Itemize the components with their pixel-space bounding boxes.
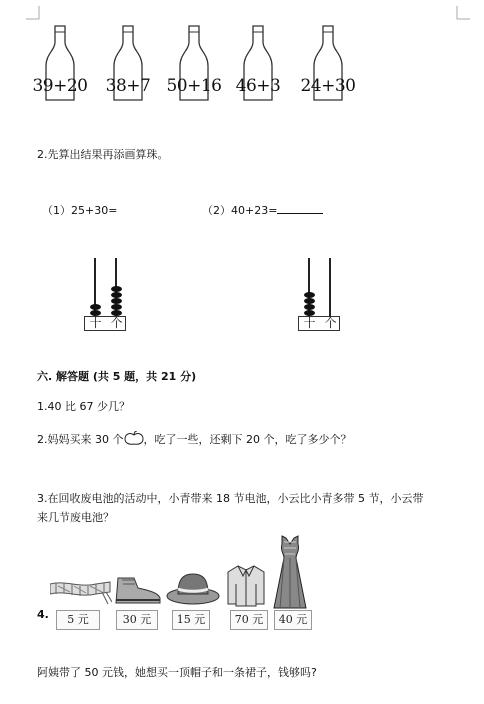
question-4-text: 阿姨带了 50 元钱，她想买一顶帽子和一条裙子，钱够吗? — [37, 666, 317, 679]
abacus-frame — [84, 316, 126, 331]
abacus-label-ones: 个 — [110, 316, 123, 330]
bottle-row — [30, 24, 370, 104]
question-1: 1.40 比 67 少几？ — [37, 400, 130, 413]
scarf-icon — [50, 578, 112, 606]
corner-mark-right — [456, 6, 470, 20]
jacket-icon — [226, 564, 266, 608]
abacus-bead — [111, 304, 122, 310]
bottle-expression: 24+30 — [300, 76, 356, 96]
q2-part1-text: （1）25+30= — [42, 204, 118, 217]
question-2-pre: 2.妈妈买来 30 个 — [37, 433, 124, 446]
q2-part2-text: （2）40+23= — [202, 204, 278, 217]
question-3-line1: 3.在回收废电池的活动中，小青带来 18 节电池，小云比小青多带 5 节，小云带 — [37, 492, 424, 505]
abacus-bead — [90, 304, 101, 310]
abacus-1 — [84, 258, 144, 348]
abacus-bead — [111, 298, 122, 304]
price-tag-shoes: 30 元 — [116, 610, 158, 630]
abacus-bead — [304, 304, 315, 310]
question-4-label: 4. — [37, 608, 49, 621]
bottle-2 — [98, 24, 158, 102]
q2-title: 2.先算出结果再添画算珠。 — [37, 148, 169, 161]
hat-icon — [166, 570, 220, 608]
corner-mark-left — [26, 6, 40, 20]
abacus-bead — [304, 292, 315, 298]
bottle-4 — [228, 24, 288, 102]
abacus-2 — [298, 258, 358, 348]
section-heading: 六. 解答题 (共 5 题，共 21 分) — [37, 370, 197, 383]
abacus-bead — [111, 286, 122, 292]
bottle-1 — [30, 24, 90, 102]
abacus-label-ones: 个 — [324, 316, 337, 330]
bottle-expression: 38+7 — [105, 76, 151, 96]
shoes-icon — [112, 570, 164, 606]
abacus-label-tens: 十 — [303, 316, 316, 330]
abacus-bead — [304, 298, 315, 304]
bottle-expression: 50+16 — [166, 76, 222, 96]
bottle-3 — [164, 24, 224, 102]
bottle-expression: 39+20 — [32, 76, 88, 96]
question-2 — [37, 431, 352, 447]
abacus-label-tens: 十 — [89, 316, 102, 330]
q2-part1 — [42, 202, 117, 218]
abacus-rod-ones — [329, 258, 331, 316]
bottle-expression: 46+3 — [235, 76, 281, 96]
dress-icon — [270, 534, 310, 610]
abacus-frame — [298, 316, 340, 331]
price-tag-hat: 15 元 — [172, 610, 210, 630]
price-tag-scarf: 5 元 — [56, 610, 100, 630]
apple-icon — [124, 431, 144, 446]
price-tag-jacket: 70 元 — [230, 610, 268, 630]
question-2-post: ，吃了一些，还剩下 20 个，吃了多少个？ — [143, 433, 352, 446]
answer-blank[interactable] — [277, 203, 323, 214]
question-3-line2: 来几节废电池？ — [37, 511, 114, 524]
abacus-bead — [111, 292, 122, 298]
price-tag-dress: 40 元 — [274, 610, 312, 630]
bottle-5 — [298, 24, 358, 102]
q2-part2 — [202, 202, 323, 218]
